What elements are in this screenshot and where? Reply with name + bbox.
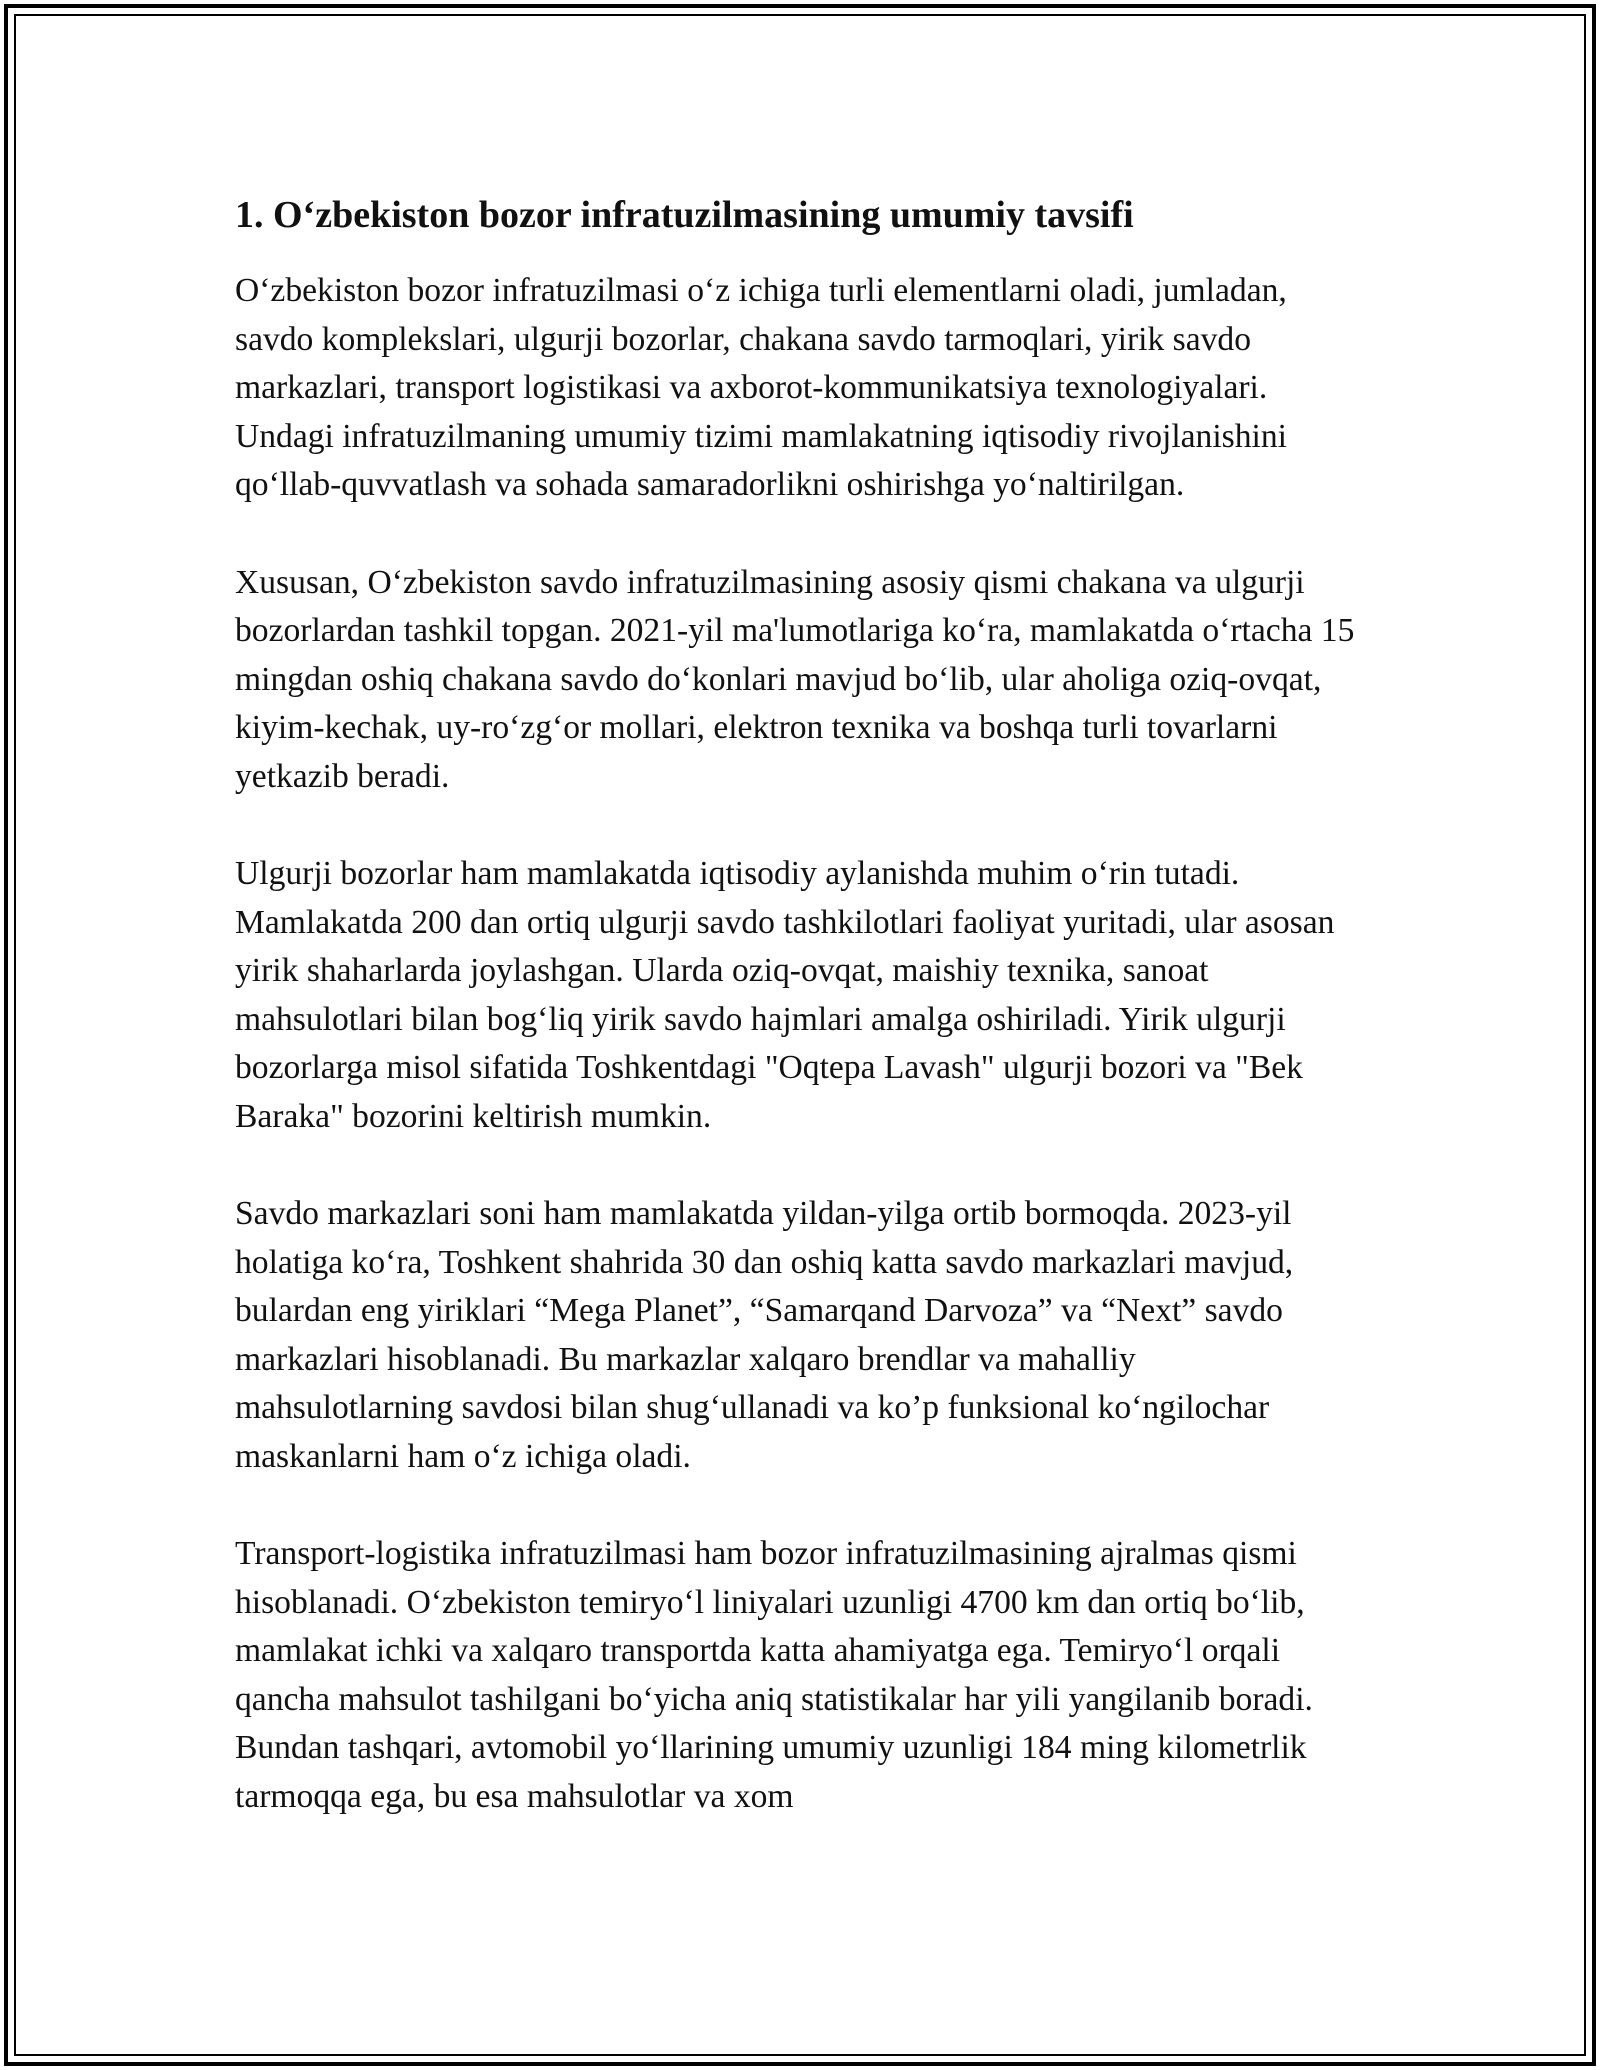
section-heading: 1. O‘zbekiston bozor infratuzilmasining umumiy tavsifi (235, 194, 1134, 236)
paragraph-1: O‘zbekiston bozor infratuzilmasi o‘z ichiga turli elementlarni oladi, jumladan, savdo komplekslari, ulgurji bozorlar, chakana savdo tarmoqlari, yirik savdo markazlari, transport logistikasi va axborot-kommunikatsiya texnologiyalari. Undagi infratuzilmaning umumiy tizimi mamlakatning iqtisodiy rivojlanishini qo‘llab-quvvatlash va sohada samaradorlikni oshirishga yo‘naltirilgan. (235, 272, 1287, 503)
paragraph-3: Ulgurji bozorlar ham mamlakatda iqtisodiy aylanishda muhim o‘rin tutadi. Mamlakatda 200 dan ortiq ulgurji savdo tashkilotlari faoliyat yuritadi, ular asosan yirik shaharlarda joylashgan. Ularda oziq-ovqat, maishiy texnika, sanoat mahsulotlari bilan bog‘liq yirik savdo hajmlari amalga oshiriladi. Yirik ulgurji bozorlarga misol sifatida Toshkentdagi "Oqtepa Lavash" ulgurji bozori va "Bek Baraka" bozorini keltirish mumkin. (235, 855, 1335, 1135)
document-body (235, 185, 1355, 1870)
paragraph-2: Xususan, O‘zbekiston savdo infratuzilmasining asosiy qismi chakana va ulgurji bozorlardan tashkil topgan. 2021-yil ma'lumotlariga ko‘ra, mamlakatda o‘rtacha 15 mingdan oshiq chakana savdo do‘konlari mavjud bo‘lib, ular aholiga oziq-ovqat, kiyim-kechak, uy-ro‘zg‘or mollari, elektron texnika va boshqa turli tovarlarni yetkazib beradi. (235, 563, 1355, 795)
paragraph-5: Transport-logistika infratuzilmasi ham bozor infratuzilmasining ajralmas qismi hisoblanadi. O‘zbekiston temiryo‘l liniyalari uzunligi 4700 km dan ortiq bo‘lib, mamlakat ichki va xalqaro transportda katta ahamiyatga ega. Temiryo‘l orqali qancha mahsulot tashilgani bo‘yicha aniq statistikalar har yili yangilanib boradi. Bundan tashqari, avtomobil yo‘llarining umumiy uzunligi 184 ming kilometrlik tarmoqqa ega, bu esa mahsulotlar va xom (235, 1535, 1313, 1815)
paragraph-4: Savdo markazlari soni ham mamlakatda yildan-yilga ortib bormoqda. 2023-yil holatiga ko‘ra, Toshkent shahrida 30 dan oshiq katta savdo markazlari mavjud, bulardan eng yiriklari “Mega Planet”, “Samarqand Darvoza” va “Next” savdo markazlari hisoblanadi. Bu markazlar xalqaro brendlar va mahalliy mahsulotlarning savdosi bilan shug‘ullanadi va ko’p funksional ko‘ngilochar maskanlarni ham o‘z ichiga oladi. (235, 1195, 1294, 1475)
